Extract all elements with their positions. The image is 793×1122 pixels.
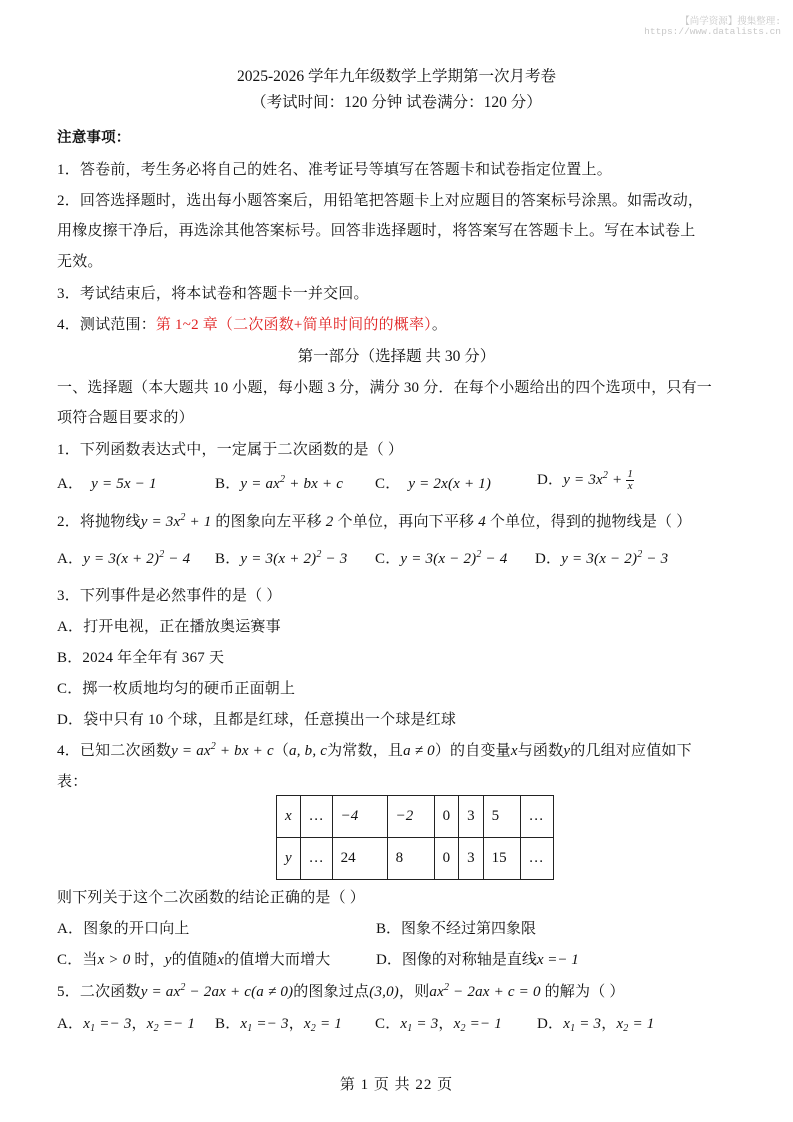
notice-item-4 <box>57 313 447 334</box>
table-row-y <box>277 838 554 880</box>
exam-subtitle: （考试时间：120 分钟 试卷满分：120 分） <box>251 94 542 111</box>
table-cell: … <box>520 838 553 880</box>
notice-item-2-end: 无效。 <box>57 254 103 270</box>
q5-stem: 5．二次函数$y = ax^2 - 2ax + c(a \ne 0)$的图象过点(3,0)，则$ax^2 - 2ax + c = 0$ 的解为（ ） <box>57 982 625 1000</box>
part1-instructions: 一、选择题（本大题共 10 小题，每小题 3 分，满分 30 分．在每个小题给出的四个选项中，只有一 <box>57 380 713 396</box>
q3-option-a: A．打开电视，正在播放奥运赛事 <box>57 619 281 635</box>
notice-item-2-cont: 用橡皮擦干净后，再选涂其他答案标号。回答非选择题时，将答案写在答题卡上。写在本试卷上 <box>57 223 696 239</box>
option-math: y = 5x − 1 <box>91 476 157 492</box>
notice-item-2: 2．回答选择题时，选出每小题答案后，用铅笔把答题卡上对应题目的答案标号涂黑。如需改动， <box>57 193 704 209</box>
q1-option-c <box>375 472 491 493</box>
q1-option-d <box>537 468 634 492</box>
q2-stem: 2．将抛物线$y = 3x^2 + 1$ 的图象向左平移 2 个单位，再向下平移 4 个单位，得到的抛物线是（ ） <box>57 512 692 530</box>
watermark-source: 【尚学资源】搜集整理: <box>680 16 781 27</box>
q2-options <box>57 547 757 573</box>
fraction: $\frac{1}{x}$ <box>627 468 634 493</box>
option-math: y = 2x(x + 1) <box>408 476 492 492</box>
q3-stem: 3．下列事件是必然事件的是（ ） <box>57 588 282 604</box>
table-cell: y <box>277 838 301 880</box>
option-math: $y = 3x^2$ + $\frac{1}{x}$ <box>563 468 634 493</box>
q4-option-a: A．图象的开口向上 <box>57 921 190 937</box>
notice-heading: 注意事项： <box>57 130 131 146</box>
option-label: B． <box>215 476 241 492</box>
table-cell: 0 <box>434 796 459 838</box>
q1-stem: 1．下列函数表达式中，一定属于二次函数的是（ ） <box>57 442 404 458</box>
part1-heading: 第一部分（选择题 共 30 分） <box>297 348 496 365</box>
table-cell: … <box>300 796 332 838</box>
scope-label: 4．测试范围： <box>57 317 156 333</box>
option-label: D． <box>537 472 564 488</box>
option-math: $y = ax^2$ + bx + c <box>240 474 344 492</box>
option-label: A． <box>57 476 84 492</box>
table-cell: −4 <box>332 796 387 838</box>
q2-option-a: A．$y = 3(x + 2)^2 - 4$ <box>57 549 191 567</box>
table-cell: 15 <box>483 838 520 880</box>
notice-item-3: 3．考试结束后，将本试卷和答题卡一并交回。 <box>57 286 369 302</box>
exam-title: 2025-2026 学年九年级数学上学期第一次月考卷 <box>236 68 557 85</box>
q3-option-b: B．2024 年全年有 367 天 <box>57 650 225 666</box>
q1-options <box>57 468 757 500</box>
table-cell: 3 <box>459 796 484 838</box>
table-cell: 5 <box>483 796 520 838</box>
watermark-url: https://www.datalists.cn <box>644 26 781 37</box>
q2-option-c: C．$y = 3(x - 2)^2 - 4$ <box>375 549 508 567</box>
scope-range: 第 1~2 章（二次函数+简单时间的的概率） <box>155 317 432 333</box>
q3-option-d: D．袋中只有 10 个球，且都是红球，任意摸出一个球是红球 <box>57 712 457 728</box>
part1-instructions-cont: 项符合题目要求的） <box>57 410 194 426</box>
q4-stem-cont: 表： <box>57 774 88 790</box>
q5-option-b: B．$x_1 =- 3$，$x_2 = 1$ <box>215 1016 342 1034</box>
q3-option-c: C．掷一枚质地均匀的硬币正面朝上 <box>57 681 296 697</box>
table-cell: … <box>520 796 553 838</box>
q5-option-c: C．$x_1 = 3$，$x_2 =- 1$ <box>375 1016 502 1034</box>
table-cell: 8 <box>387 838 434 880</box>
q1-option-a <box>57 472 157 493</box>
q2-option-b: B．$y = 3(x + 2)^2 - 3$ <box>215 549 348 567</box>
table-cell: −2 <box>387 796 434 838</box>
scope-suffix: 。 <box>431 317 448 333</box>
option-label: C． <box>375 476 401 492</box>
table-row-x <box>277 796 554 838</box>
q1-option-b <box>215 472 343 493</box>
table-cell: … <box>300 838 332 880</box>
table-cell: x <box>277 796 301 838</box>
notice-item-1: 1．答卷前，考生务必将自己的姓名、准考证号等填写在答题卡和试卷指定位置上。 <box>57 162 612 178</box>
q2-option-d: D．$y = 3(x - 2)^2 - 3$ <box>535 549 669 567</box>
table-cell: 3 <box>459 838 484 880</box>
q4-option-c: C．当x > 0 时，y的值随x的值增大而增大 <box>57 952 331 968</box>
q5-option-a: A．$x_1 =- 3$，$x_2 =- 1$ <box>57 1016 196 1034</box>
q4-option-b: B．图象不经过第四象限 <box>376 921 537 937</box>
q4-value-table <box>276 795 554 880</box>
table-cell: 0 <box>434 838 459 880</box>
q4-followup: 则下列关于这个二次函数的结论正确的是（ ） <box>57 890 365 906</box>
q5-option-d: D．$x_1 = 3$，$x_2 = 1$ <box>537 1016 655 1034</box>
q4-stem: 4．已知二次函数$y = ax^2$ + bx + c（a, b, c为常数，且a ≠ 0）的自变量x与函数y的几组对应值如下 <box>57 741 692 759</box>
table-cell: 24 <box>332 838 387 880</box>
q5-options <box>57 1012 757 1038</box>
q4-option-d: D．图像的对称轴是直线x =− 1 <box>376 952 579 968</box>
page-number: 第 1 页 共 22 页 <box>339 1077 454 1093</box>
